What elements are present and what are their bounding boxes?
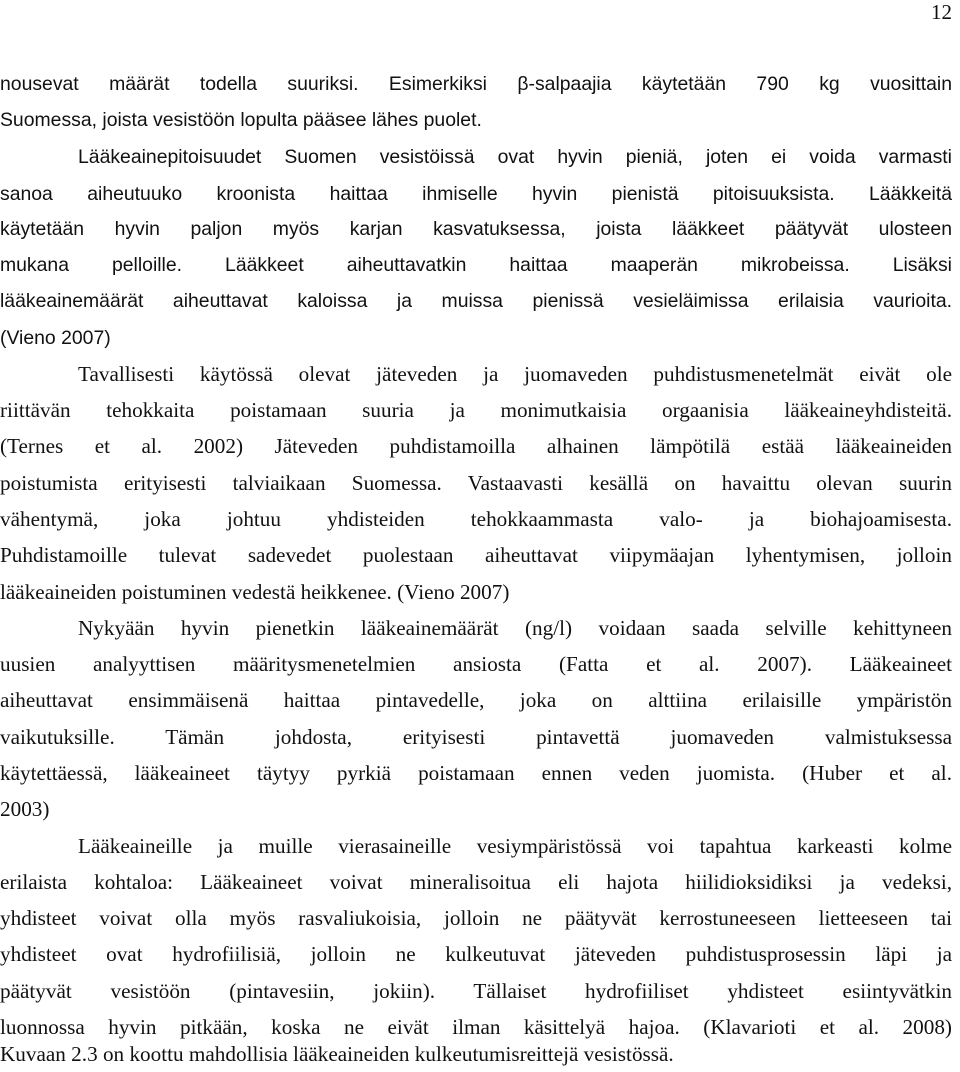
text-line: (Vieno 2007) [0,327,111,349]
text-line: Kuvaan 2.3 on koottu mahdollisia lääkeaineiden kulkeutumisreittejä vesistössä. [0,1042,674,1066]
text-line: Puhdistamoille tulevat sadevedet puolestaan aiheuttavat viipymäajan lyhentymisen, jolloin [0,543,952,567]
text-line: Suomessa, joista vesistöön lopulta pääsee lähes puolet. [0,109,482,131]
text-line: luonnossa hyvin pitkään, koska ne eivät ilman käsittelyä hajoa. (Klavarioti et al. 2008) [0,1015,952,1039]
text-line: mukana pelloille. Lääkkeet aiheuttavatkin haittaa maaperän mikrobeissa. Lisäksi [0,254,952,276]
text-line: käytettäessä, lääkeaineet täytyy pyrkiä poistamaan ennen veden juomista. (Huber et al. [0,761,952,785]
text-line: yhdisteet voivat olla myös rasvaliukoisia, jolloin ne päätyvät kerrostuneeseen lietteeseen tai [0,906,952,930]
text-span: Lääkkeitä [868,183,952,205]
text-line: erilaista kohtaloa: Lääkeaineet voivat mineralisoitua eli hajota hiilidioksidiksi ja vedeksi, [0,870,952,894]
text-line: lääkeaineiden poistuminen vedestä heikkenee. (Vieno 2007) [0,580,510,604]
text-line: aiheuttavat ensimmäisenä haittaa pintavedelle, joka on alttiina erilaisille ympäristön [0,688,952,712]
text-span: sanoa aiheutuuko kroonista haittaa ihmiselle hyvin pienistä pitoisuuksista. [0,183,835,205]
text-line: Nykyään hyvin pienetkin lääkeainemäärät (ng/l) voidaan saada selville kehittyneen [78,616,952,640]
text-line: vaikutuksille. Tämän johdosta, erityisesti pintavettä juomaveden valmistuksessa [0,725,952,749]
text-line: nousevat määrät todella suuriksi. Esimerkiksi β-salpaajia käytetään 790 kg vuosittain [0,73,952,95]
text-line: 2003) [0,797,50,821]
text-line: poistumista erityisesti talviaikaan Suomessa. Vastaavasti kesällä on havaittu olevan suurin [0,471,952,495]
text-line: käytetään hyvin paljon myös karjan kasvatuksessa, joista lääkkeet päätyvät ulosteen [0,218,952,240]
text-line: Lääkeaineille ja muille vierasaineille vesiympäristössä voi tapahtua karkeasti kolme [78,834,952,858]
text-line: Lääkeainepitoisuudet Suomen vesistöissä ovat hyvin pieniä, joten ei voida varmasti [78,146,952,168]
text-line-mixed [0,175,952,212]
text-line: Tavallisesti käytössä olevat jäteveden ja juomaveden puhdistusmenetelmät eivät ole [78,362,952,386]
page-number: 12 [931,0,952,24]
text-line: yhdisteet ovat hydrofiilisiä, jolloin ne kulkeutuvat jäteveden puhdistusprosessin läpi ja [0,942,952,966]
text-line: (Ternes et al. 2002) Jäteveden puhdistamoilla alhainen lämpötilä estää lääkeaineiden [0,434,952,458]
text-line: riittävän tehokkaita poistamaan suuria ja monimutkaisia orgaanisia lääkeaineyhdisteitä. [0,398,952,422]
text-line: vähentymä, joka johtuu yhdisteiden tehokkaammasta valo- ja biohajoamisesta. [0,507,952,531]
text-line: lääkeainemäärät aiheuttavat kaloissa ja muissa pienissä vesieläimissa erilaisia vaurioita. [0,290,952,312]
text-line: päätyvät vesistöön (pintavesiin, jokiin). Tällaiset hydrofiiliset yhdisteet esiintyvätkin [0,979,952,1003]
text-line: uusien analyyttisen määritysmenetelmien ansiosta (Fatta et al. 2007). Lääkeaineet [0,652,952,676]
